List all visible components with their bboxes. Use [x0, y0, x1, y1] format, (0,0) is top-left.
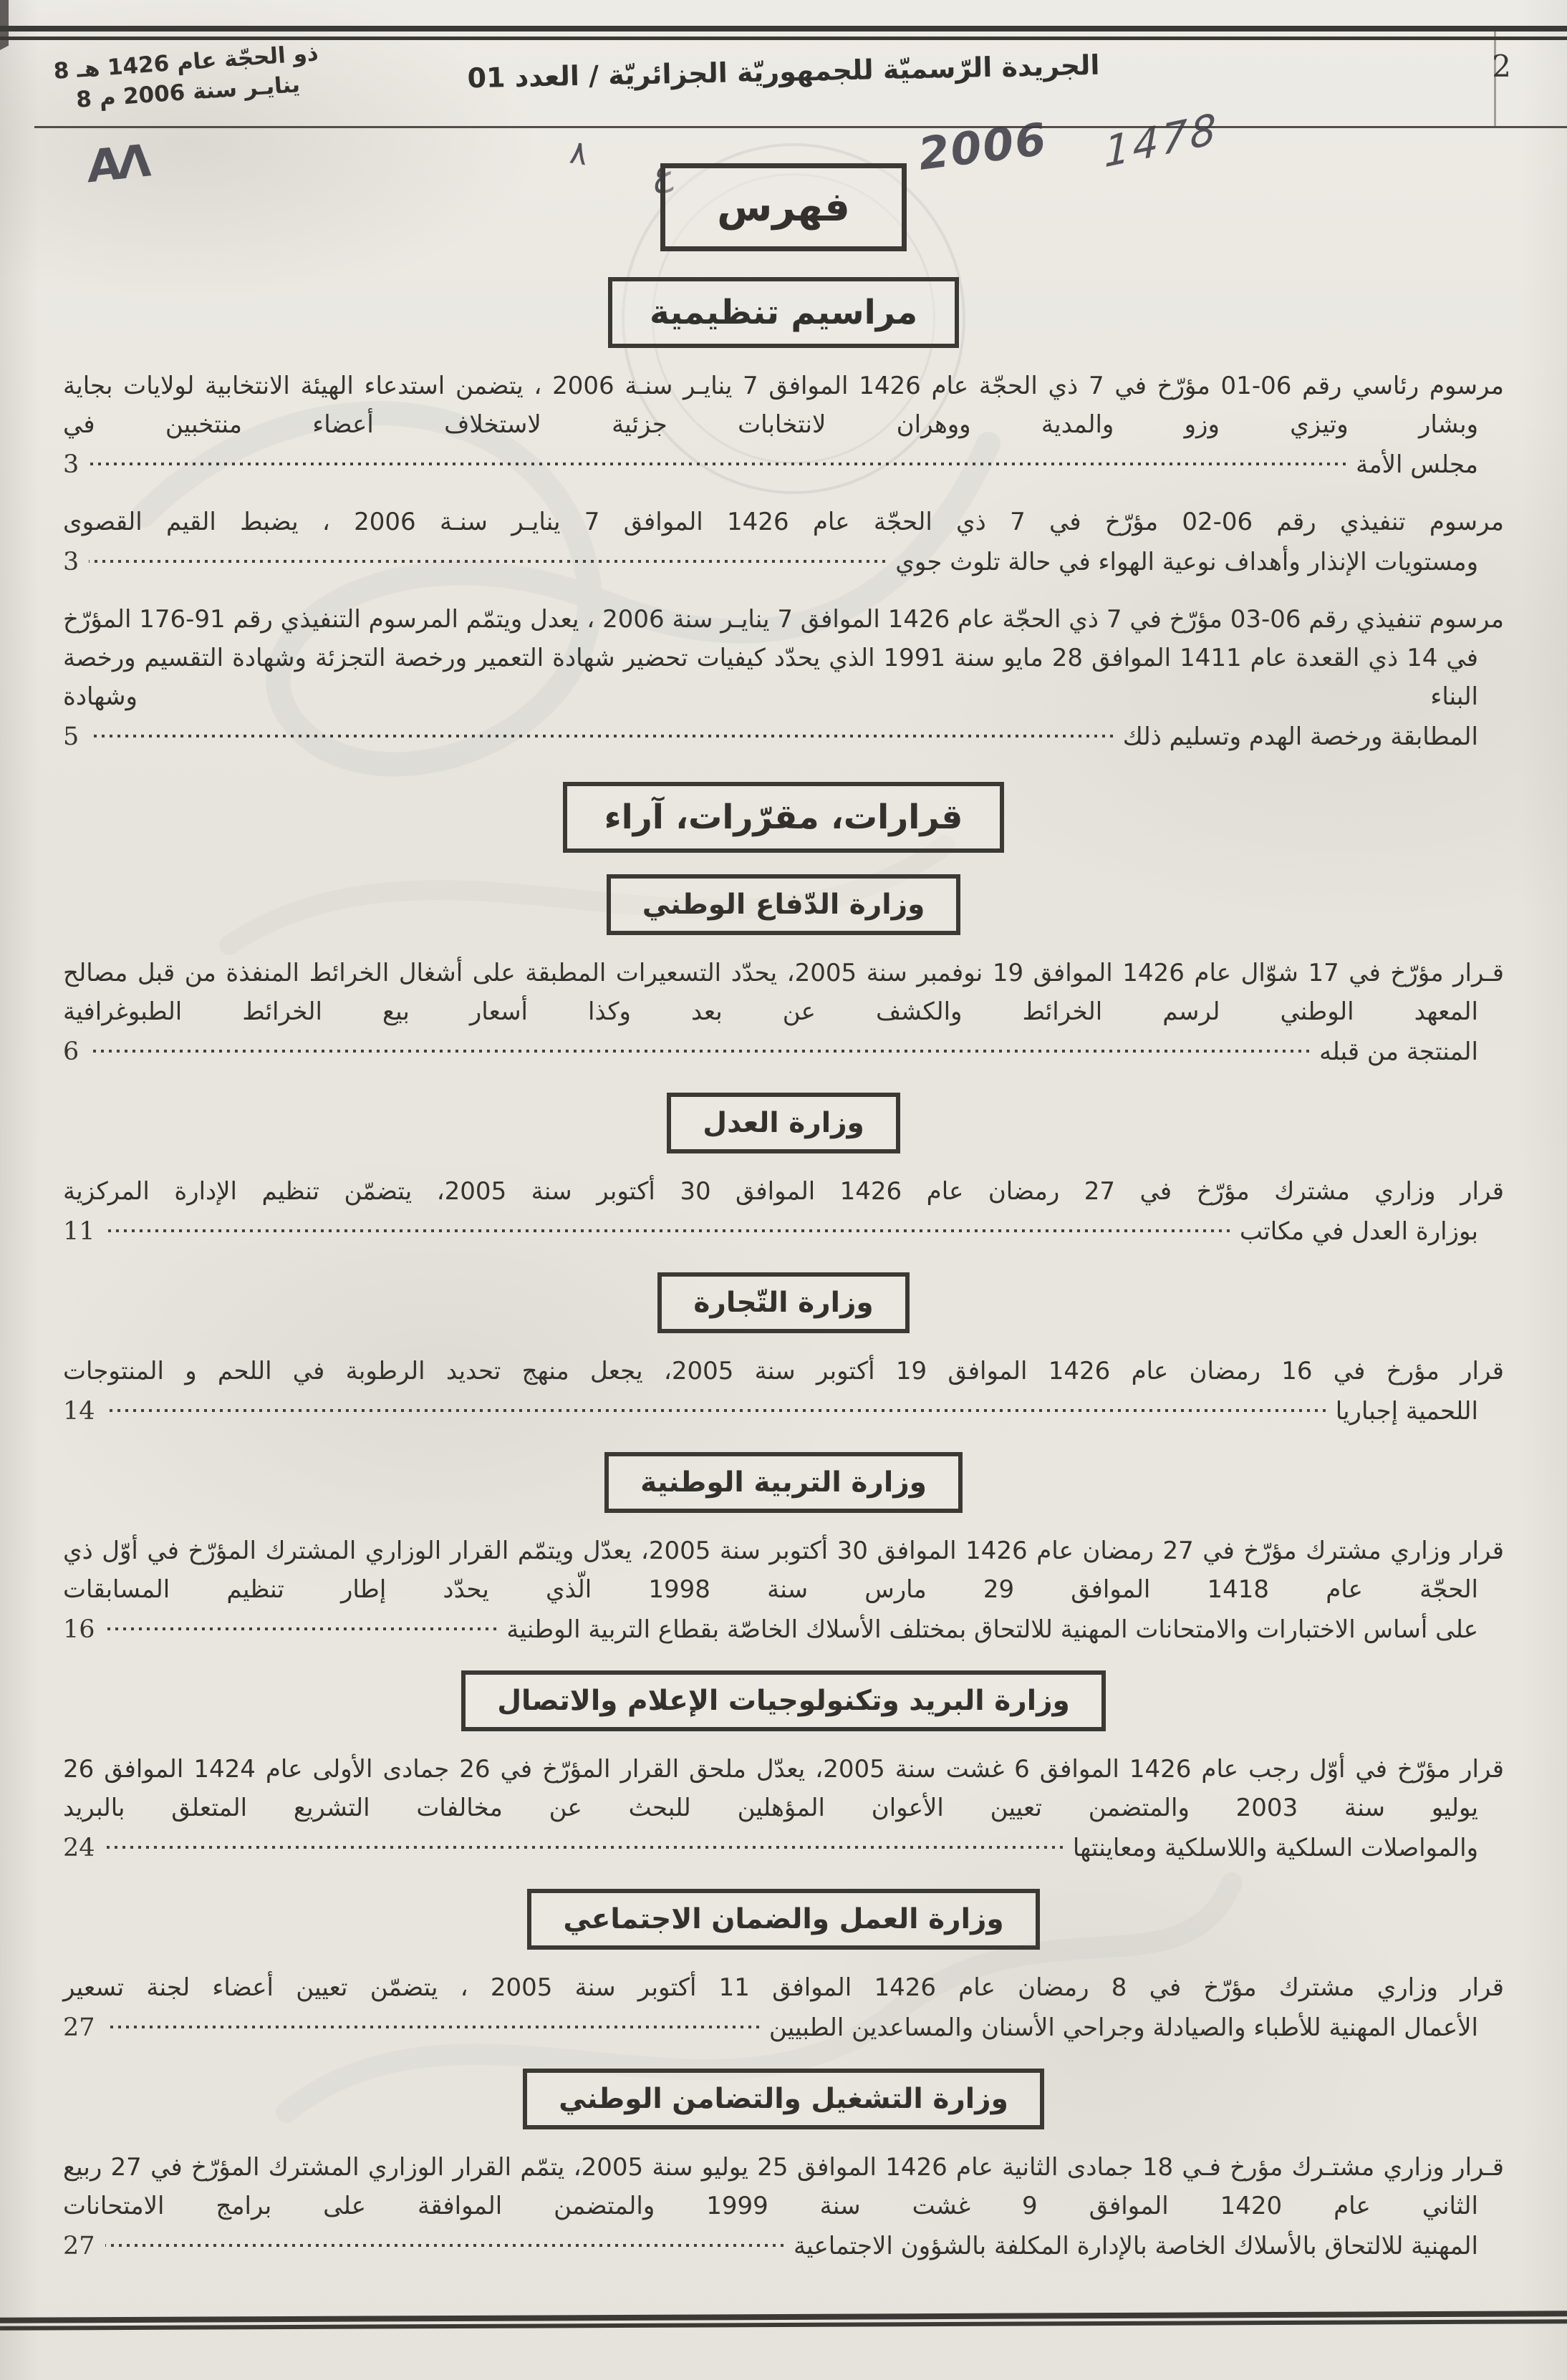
section-title-box: وزارة البريد وتكنولوجيات الإعلام والاتصال — [461, 1670, 1106, 1731]
entry-tail-row — [63, 541, 1504, 581]
journal-title: الجريدة الرّسميّة للجمهوريّة الجزائريّة / العدد 01 — [467, 49, 1100, 95]
entry-text: قرار وزاري مشترك مؤرّخ في 27 رمضان عام 1426 الموافق 30 أكتوبر سنة 2005، يتضمّن تنظيم الإدارة المركزية — [63, 1177, 1504, 1206]
entry-text: قـرار وزاري مشتـرك مؤرخ فـي 18 جمادى الثانية عام 1426 الموافق 25 يوليو سنة 2005، يتمّم القرار الوزاري المشترك المؤرّخ في 27 ربيع الثاني عام 1420 الموافق 9 غشت سنة 1999 والمتضمن الموافقة على برامج الامتحانات — [63, 2153, 1504, 2220]
handwritten-letter-mark: ع — [646, 150, 676, 195]
entry-page-number: 27 — [63, 2013, 95, 2042]
dot-leader — [89, 1031, 1309, 1060]
entry-tail-row — [63, 1609, 1504, 1649]
entry-tail-text: بوزارة العدل في مكاتب — [1239, 1217, 1478, 1246]
entry-tail-text: اللحمية إجباريا — [1335, 1397, 1478, 1426]
section-title-box: مراسيم تنظيمية — [608, 277, 959, 348]
handwritten-initials-mark: ΑΛ — [87, 134, 148, 193]
section-title-box: وزارة التشغيل والتضامن الوطني — [523, 2069, 1044, 2129]
entry-tail-text: المنتجة من قبله — [1319, 1037, 1478, 1066]
entry-list — [63, 954, 1504, 1071]
page-header — [43, 40, 1524, 122]
dot-leader — [105, 2007, 759, 2036]
toc-section — [63, 1452, 1504, 1649]
entry-tail-row — [63, 2225, 1504, 2265]
entry-tail-text: والمواصلات السلكية واللاسلكية ومعاينتها — [1072, 1834, 1478, 1862]
toc-section — [63, 1093, 1504, 1251]
handwritten-year-mark: 2006 — [915, 112, 1051, 180]
entry-text: قرار مؤرّخ في أوّل رجب عام 1426 الموافق 6 غشت سنة 2005، يعدّل ملحق القرار المؤرّخ في 26 جمادى الأولى عام 1424 الموافق 26 يوليو سنة 2003 والمتضمن تعيين الأعوان المؤهلين للبحث عن مخالفات التشريع المتعلق بالبريد — [63, 1755, 1505, 1822]
entry-page-number: 27 — [63, 2232, 95, 2260]
toc-entry — [63, 2148, 1504, 2265]
toc-section — [63, 277, 1504, 756]
entry-tail-row — [63, 716, 1504, 756]
entry-tail-row — [63, 1390, 1504, 1431]
dot-leader — [105, 1390, 1326, 1419]
entry-tail-row — [63, 1827, 1504, 1867]
entry-page-number: 6 — [63, 1037, 79, 1066]
entry-tail-text: مجلس الأمة — [1356, 450, 1478, 479]
toc-section — [63, 1272, 1504, 1431]
section-title-box: وزارة العمل والضمان الاجتماعي — [527, 1889, 1039, 1950]
entry-list — [63, 367, 1504, 756]
handwritten-number-mark: 1478 — [1104, 103, 1219, 178]
entry-page-number: 14 — [63, 1397, 95, 1426]
entry-tail-text: المهنية للالتحاق بالأسلاك الخاصة بالإدارة المكلفة بالشؤون الاجتماعية — [793, 2232, 1478, 2260]
page-number: 2 — [1492, 49, 1511, 84]
table-of-contents — [63, 163, 1504, 2265]
entry-text: قرار وزاري مشترك مؤرّخ في 8 رمضان عام 1426 الموافق 11 أكتوبر سنة 2005 ، يتضمّن تعيين أعضاء لجنة تسعير — [63, 1973, 1504, 2002]
entry-page-number: 3 — [63, 548, 79, 576]
toc-entry — [63, 367, 1504, 484]
section-title-box: وزارة الدّفاع الوطني — [607, 874, 961, 935]
toc-entry — [63, 1532, 1504, 1649]
dot-leader — [105, 2225, 784, 2254]
entry-page-number: 3 — [63, 450, 79, 479]
date-hijri: 8 ذو الحجّة عام 1426 هـ — [52, 40, 319, 84]
toc-section — [63, 2069, 1504, 2265]
entry-list — [63, 1172, 1504, 1251]
toc-sections — [63, 277, 1504, 2265]
entry-tail-text: المطابقة ورخصة الهدم وتسليم ذلك — [1122, 722, 1478, 751]
entry-text: مرسوم تنفيذي رقم 06-03 مؤرّخ في 7 ذي الحجّة عام 1426 الموافق 7 ينايـر سنة 2006 ، يعدل ويتمّم المرسوم التنفيذي رقم 91-176 المؤرّخ في 14 ذي القعدة عام 1411 الموافق 28 مايو سنة 1991 الذي يحدّد كيفيات تحضير شهادة التعمير ورخصة التجزئة وشهادة التقسيم ورخصة البناء وشهادة — [63, 605, 1505, 711]
entry-text: مرسوم رئاسي رقم 06-01 مؤرّخ في 7 ذي الحجّة عام 1426 الموافق 7 ينايـر سنـة 2006 ، يتضمن استدعاء الهيئة الانتخابية لولايات بجاية وبشار وتيزي وزو والمدية ووهران لانتخابات جزئية لاستخلاف أعضاء منتخبين في — [63, 372, 1504, 439]
entry-tail-text: الأعمال المهنية للأطباء والصيادلة وجراحي الأسنان والمساعدين الطبيين — [768, 2013, 1478, 2042]
entry-text: قرار وزاري مشترك مؤرّخ في 27 رمضان عام 1426 الموافق 30 أكتوبر سنة 2005، يعدّل ويتمّم القرار الوزاري المشترك المؤرّخ في أوّل ذي الحجّة عام 1418 الموافق 29 مارس سنة 1998 الّذي يحدّد إطار تنظيم المسابقات — [63, 1537, 1504, 1604]
entry-list — [63, 1352, 1504, 1431]
section-title-box: وزارة التّجارة — [657, 1272, 909, 1333]
entry-list — [63, 1750, 1504, 1867]
dot-leader — [105, 1827, 1063, 1856]
date-gregorian: 8 ينايـر سنة 2006 م — [75, 72, 302, 113]
dot-leader — [105, 1211, 1230, 1239]
dot-leader — [89, 444, 1346, 473]
entry-tail-row — [63, 1211, 1504, 1251]
dot-leader — [105, 1609, 497, 1638]
toc-entry — [63, 503, 1504, 581]
dot-leader — [89, 541, 885, 570]
handwritten-digit-mark: ٨ — [567, 132, 591, 173]
entry-list — [63, 2148, 1504, 2265]
entry-page-number: 16 — [63, 1615, 95, 1644]
section-title-box: وزارة التربية الوطنية — [604, 1452, 963, 1513]
section-title-box: قرارات، مقرّرات، آراء — [563, 782, 1005, 853]
toc-entry — [63, 954, 1504, 1071]
bottom-double-rule — [0, 2311, 1567, 2331]
entry-list — [63, 1968, 1504, 2047]
entry-page-number: 24 — [63, 1834, 95, 1862]
entry-tail-row — [63, 444, 1504, 484]
entry-text: قرار مؤرخ في 16 رمضان عام 1426 الموافق 19 أكتوبر سنة 2005، يجعل منهج تحديد الرطوبة في اللحم و المنتوجات — [63, 1357, 1504, 1385]
entry-list — [63, 1532, 1504, 1649]
entry-page-number: 5 — [63, 722, 79, 751]
scan-corner-artifact — [0, 0, 9, 50]
index-title-box: فهرس — [660, 163, 907, 251]
dot-leader — [89, 716, 1112, 745]
entry-text: قـرار مؤرّخ في 17 شوّال عام 1426 الموافق 19 نوفمبر سنة 2005، يحدّد التسعيرات المطبقة على أشغال الخرائط المنفذة من قبل مصالح المعهد الوطني لرسم الخرائط والكشف عن بعد وكذا أسعار بيع الخرائط الطبوغرافية — [63, 959, 1504, 1026]
toc-entry — [63, 1750, 1504, 1867]
toc-section — [63, 874, 1504, 1071]
toc-entry — [63, 1172, 1504, 1251]
entry-tail-row — [63, 2007, 1504, 2047]
toc-entry — [63, 1352, 1504, 1431]
toc-section — [63, 782, 1504, 853]
toc-section — [63, 1889, 1504, 2047]
toc-entry — [63, 600, 1504, 756]
entry-tail-row — [63, 1031, 1504, 1071]
top-double-rule — [0, 26, 1567, 40]
header-separator-rule — [34, 126, 1567, 128]
entry-tail-text: على أساس الاختبارات والامتحانات المهنية للالتحاق بمختلف الأسلاك الخاصّة بقطاع التربية الوطنية — [506, 1615, 1478, 1644]
entry-tail-text: ومستويات الإنذار وأهداف نوعية الهواء في حالة تلوث جوي — [895, 548, 1478, 576]
entry-page-number: 11 — [63, 1217, 95, 1246]
toc-section — [63, 1670, 1504, 1867]
entry-text: مرسوم تنفيذي رقم 06-02 مؤرّخ في 7 ذي الحجّة عام 1426 الموافق 7 ينايـر سنـة 2006 ، يضبط القيم القصوى — [63, 508, 1505, 536]
toc-entry — [63, 1968, 1504, 2047]
section-title-box: وزارة العدل — [667, 1093, 900, 1153]
